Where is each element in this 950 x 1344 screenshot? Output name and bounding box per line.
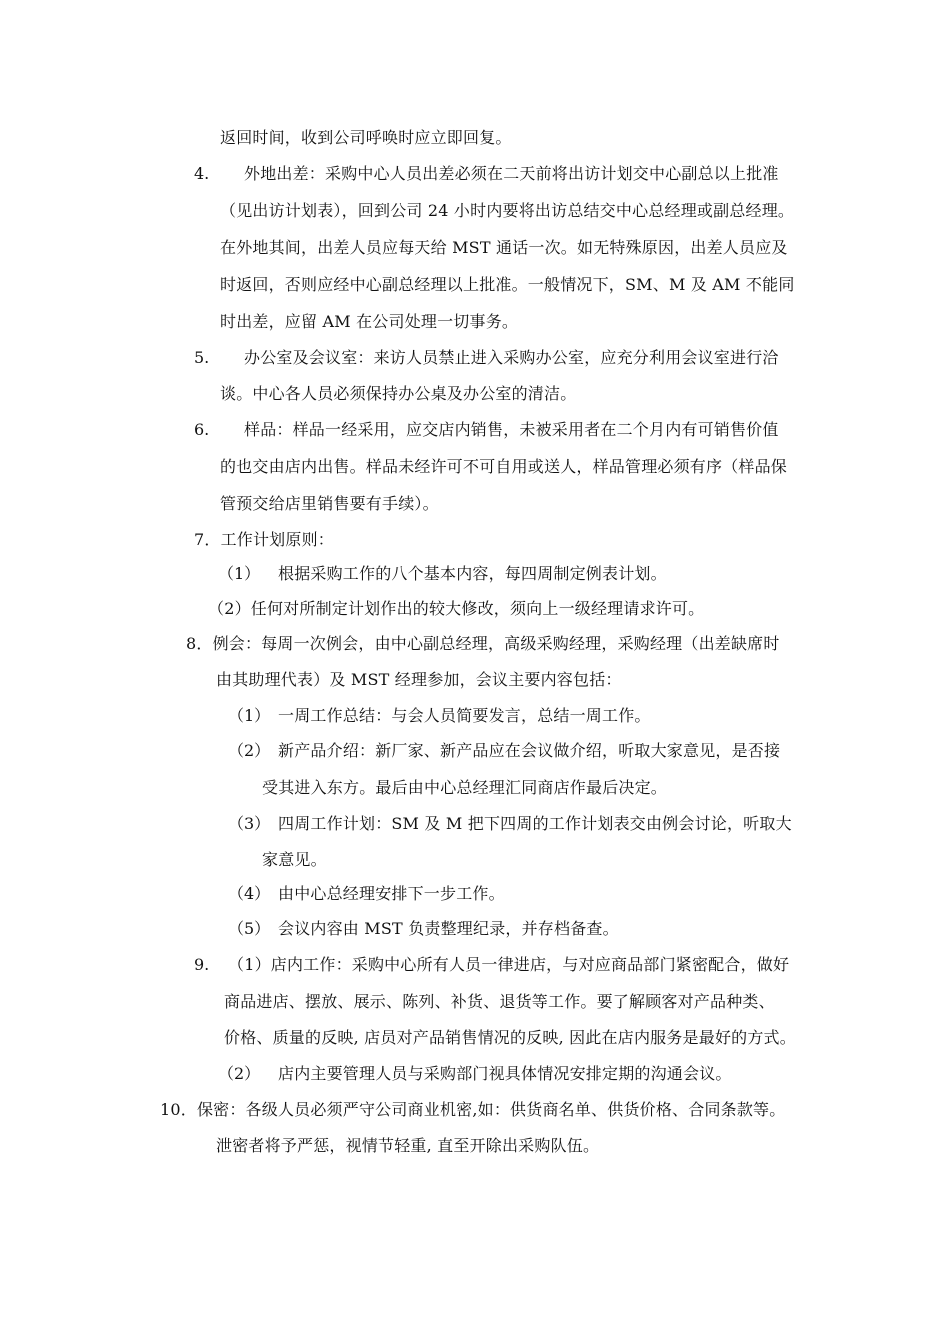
text-line: 四周工作计划：SM 及 M 把下四周的工作计划表交由例会讨论，听取大 — [278, 814, 792, 833]
text-line: 办公室及会议室：来访人员禁止进入采购办公室，应充分利用会议室进行洽 — [244, 348, 779, 367]
text-line: 价格、质量的反映, 店员对产品销售情况的反映, 因此在店内服务是最好的方式。 — [224, 1028, 796, 1047]
item-number: 4. — [194, 164, 210, 183]
text-line: 10．保密：各级人员必须严守公司商业机密,如：供货商名单、供货价格、合同条款等。 — [160, 1100, 786, 1119]
text-line: （1）店内工作：采购中心所有人员一律进店，与对应商品部门紧密配合，做好 — [228, 955, 790, 974]
section-heading: 7．工作计划原则： — [194, 530, 334, 549]
text-line: 管预交给店里销售要有手续）。 — [220, 494, 439, 513]
text-line: 由中心总经理安排下一步工作。 — [278, 884, 505, 903]
item-number: 5. — [194, 348, 210, 367]
text-line: 在外地其间，出差人员应每天给 MST 通话一次。如无特殊原因，出差人员应及 — [220, 238, 788, 257]
text-line: 一周工作总结：与会人员简要发言，总结一周工作。 — [278, 706, 651, 725]
sub-item-number: （5） — [228, 919, 271, 938]
text-line: 新产品介绍：新厂家、新产品应在会议做介绍，听取大家意见，是否接 — [278, 741, 781, 760]
item-number: 9. — [194, 955, 210, 974]
text-line: 外地出差：采购中心人员出差必须在二天前将出访计划交中心副总以上批准 — [244, 164, 779, 183]
text-line: 根据采购工作的八个基本内容，每四周制定例表计划。 — [278, 564, 667, 583]
text-line: （2）任何对所制定计划作出的较大修改，须向上一级经理请求许可。 — [208, 599, 705, 618]
text-line: 店内主要管理人员与采购部门视具体情况安排定期的沟通会议。 — [278, 1064, 732, 1083]
text-line: 会议内容由 MST 负责整理纪录，并存档备查。 — [278, 919, 619, 938]
text-line: 返回时间，收到公司呼唤时应立即回复。 — [220, 128, 512, 147]
sub-item-number: （2） — [228, 741, 271, 760]
text-line: （见出访计划表），回到公司 24 小时内要将出访总结交中心总经理或副总经理。 — [220, 201, 795, 220]
text-line: 家意见。 — [262, 850, 327, 869]
sub-item-number: （1） — [218, 564, 261, 583]
item-number: 6. — [194, 420, 210, 439]
sub-item-number: （1） — [228, 706, 271, 725]
text-line: 的也交由店内出售。样品未经许可不可自用或送人，样品管理必须有序（样品保 — [220, 457, 788, 476]
text-line: 时返回，否则应经中心副总经理以上批准。一般情况下，SM、M 及 AM 不能同 — [220, 275, 795, 294]
sub-item-number: （2） — [218, 1064, 261, 1083]
text-line: 受其进入东方。最后由中心总经理汇同商店作最后决定。 — [262, 778, 668, 797]
text-line: 8．例会：每周一次例会，由中心副总经理，高级采购经理，采购经理（出差缺席时 — [186, 634, 780, 653]
sub-item-number: （4） — [228, 884, 271, 903]
text-line: 时出差，应留 AM 在公司处理一切事务。 — [220, 312, 519, 331]
text-line: 谈。中心各人员必须保持办公桌及办公室的清洁。 — [220, 384, 577, 403]
text-line: 泄密者将予严惩，视情节轻重, 直至开除出采购队伍。 — [216, 1136, 600, 1155]
sub-item-number: （3） — [228, 814, 271, 833]
text-line: 由其助理代表）及 MST 经理参加，会议主要内容包括： — [216, 670, 622, 689]
text-line: 商品进店、摆放、展示、陈列、补货、退货等工作。要了解顾客对产品种类、 — [224, 992, 775, 1011]
text-line: 样品：样品一经采用，应交店内销售，未被采用者在二个月内有可销售价值 — [244, 420, 779, 439]
